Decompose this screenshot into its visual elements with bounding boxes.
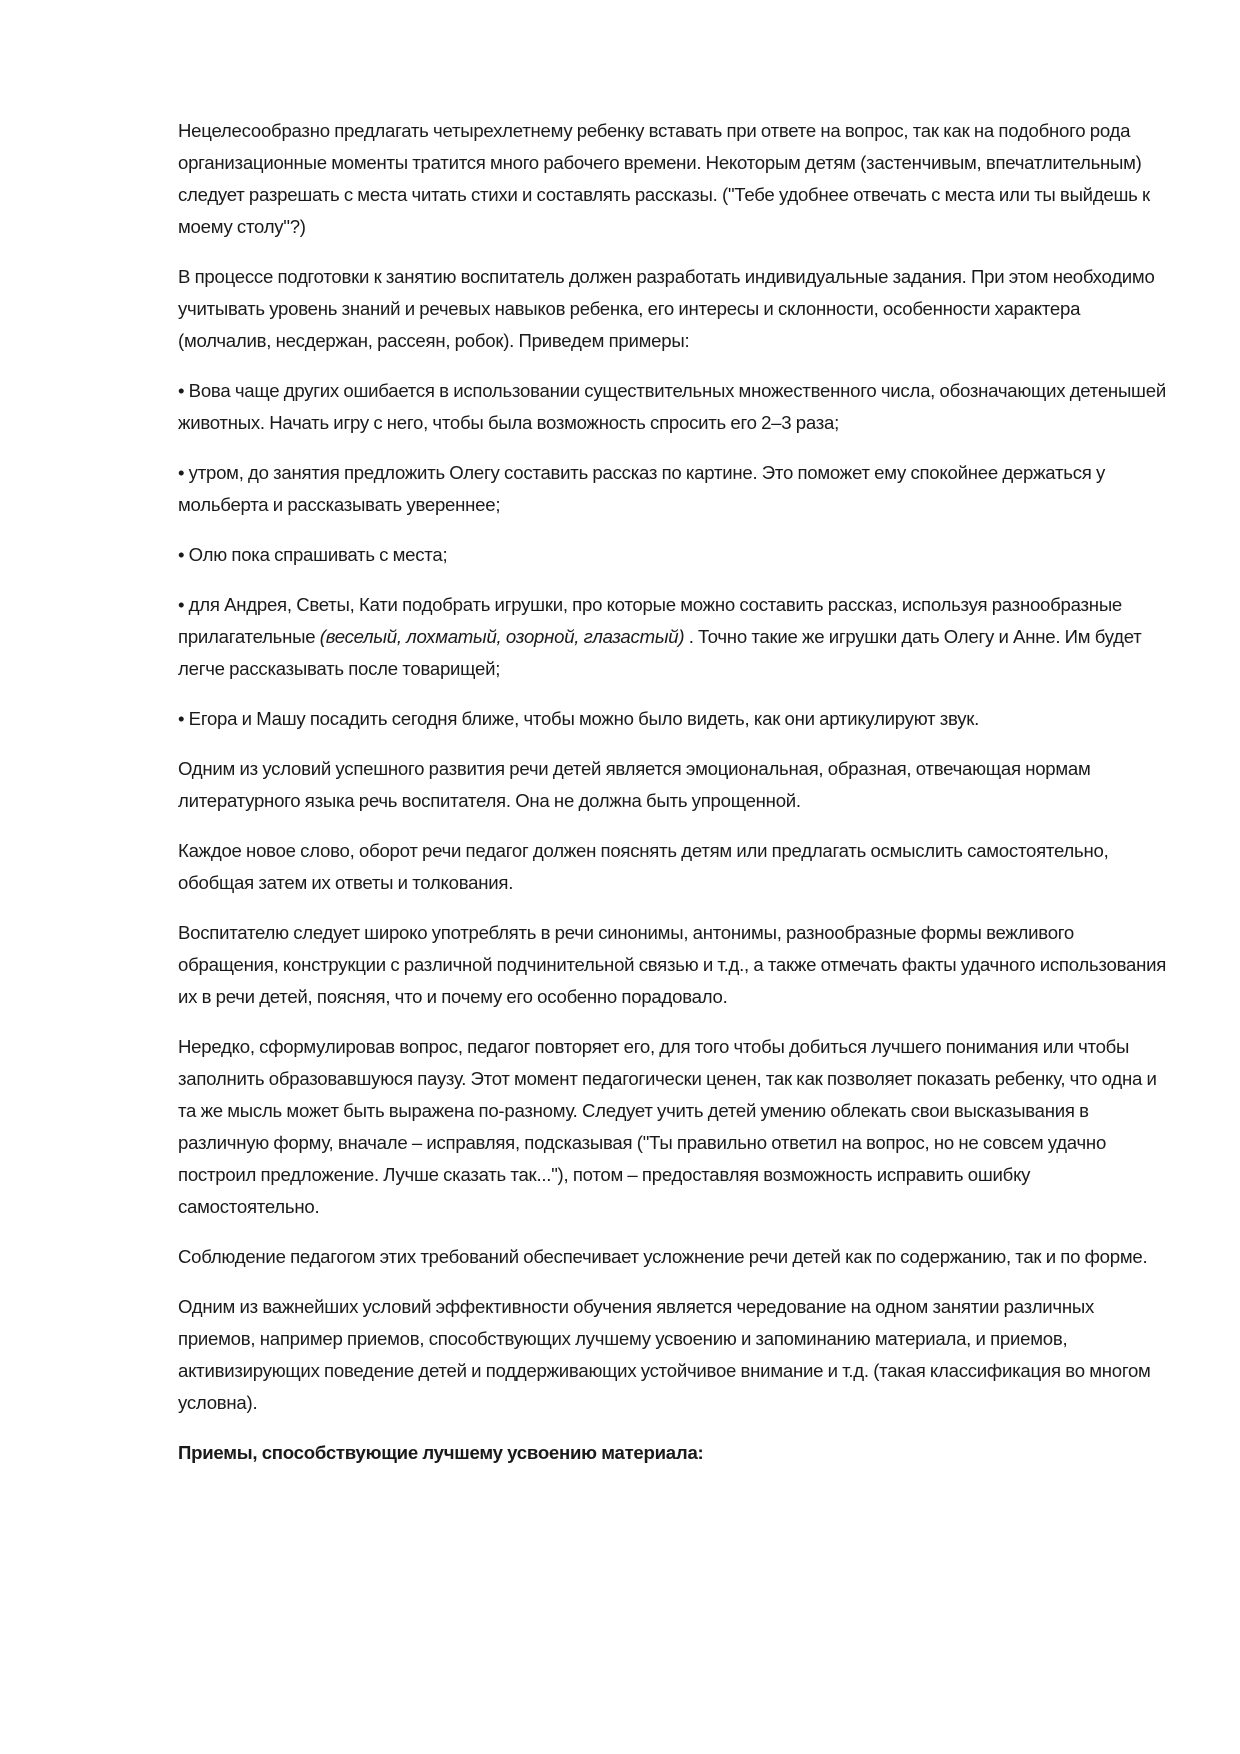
paragraph: В процессе подготовки к занятию воспитатель должен разработать индивидуальные задания. При этом необходимо учитывать уровень знаний и речевых навыков ребенка, его интересы и склонности, особенности характера (молчалив, несдержан, рассеян, робок). Приведем примеры: (178, 266, 1155, 351)
paragraph: Нецелесообразно предлагать четырехлетнему ребенку вставать при ответе на вопрос, так как на подобного рода организационные моменты тратится много рабочего времени. Некоторым детям (застенчивым, впечатлительным) следует разрешать с места читать стихи и составлять рассказы. ("Тебе удобнее отвечать с места или ты выйдешь к моему столу"?) (178, 120, 1150, 237)
bullet-item: • Егора и Машу посадить сегодня ближе, чтобы можно было видеть, как они артикулируют звук. (178, 708, 980, 729)
paragraph: Воспитателю следует широко употреблять в речи синонимы, антонимы, разнообразные формы вежливого обращения, конструкции с различной подчинительной связью и т.д., а также отмечать факты удачного использования их в речи детей, поясняя, что и почему его особенно порадовало. (178, 922, 1167, 1007)
bullet-text: • для Андрея, Светы, Кати подобрать игрушки, про которые можно составить рассказ, используя разнообразные прилагательные (178, 594, 1123, 647)
section-heading: Приемы, способствующие лучшему усвоению материала: (178, 1442, 704, 1463)
paragraph: Каждое новое слово, оборот речи педагог должен пояснять детям или предлагать осмыслить самостоятельно, обобщая затем их ответы и толкования. (178, 840, 1109, 893)
bullet-item: • Вова чаще других ошибается в использовании существительных множественного числа, обозначающих детенышей животных. Начать игру с него, чтобы была возможность спросить его 2–3 раза; (178, 380, 1166, 433)
italic-adjectives: (веселый, лохматый, озорной, глазастый) (319, 626, 685, 647)
paragraph: Одним из важнейших условий эффективности обучения является чередование на одном занятии различных приемов, например приемов, способствующих лучшему усвоению и запоминанию материала, и приемов, активизирующих поведение детей и поддерживающих устойчивое внимание и т.д. (такая классификация во многом условна). (178, 1296, 1151, 1413)
bullet-item: • Олю пока спрашивать с места; (178, 544, 448, 565)
bullet-item: • утром, до занятия предложить Олегу составить рассказ по картине. Это поможет ему спокойнее держаться у мольберта и рассказывать увереннее; (178, 462, 1106, 515)
document-page (178, 115, 1168, 1487)
bullet-text: . Точно такие же игрушки дать Олегу и Анне. Им будет легче рассказывать после товарищей; (178, 626, 1142, 679)
paragraph: Соблюдение педагогом этих требований обеспечивает усложнение речи детей как по содержанию, так и по форме. (178, 1246, 1148, 1267)
paragraph: Одним из условий успешного развития речи детей является эмоциональная, образная, отвечающая нормам литературного языка речь воспитателя. Она не должна быть упрощенной. (178, 758, 1091, 811)
bullet-item (178, 589, 1168, 685)
paragraph: Нередко, сформулировав вопрос, педагог повторяет его, для того чтобы добиться лучшего понимания или чтобы заполнить образовавшуюся паузу. Этот момент педагогически ценен, так как позволяет показать ребенку, что одна и та же мысль может быть выражена по-разному. Следует учить детей умению облекать свои высказывания в различную форму, вначале – исправляя, подсказывая ("Ты правильно ответил на вопрос, но не совсем удачно построил предложение. Лучше сказать так..."), потом – предоставляя возможность исправить ошибку самостоятельно. (178, 1036, 1157, 1217)
